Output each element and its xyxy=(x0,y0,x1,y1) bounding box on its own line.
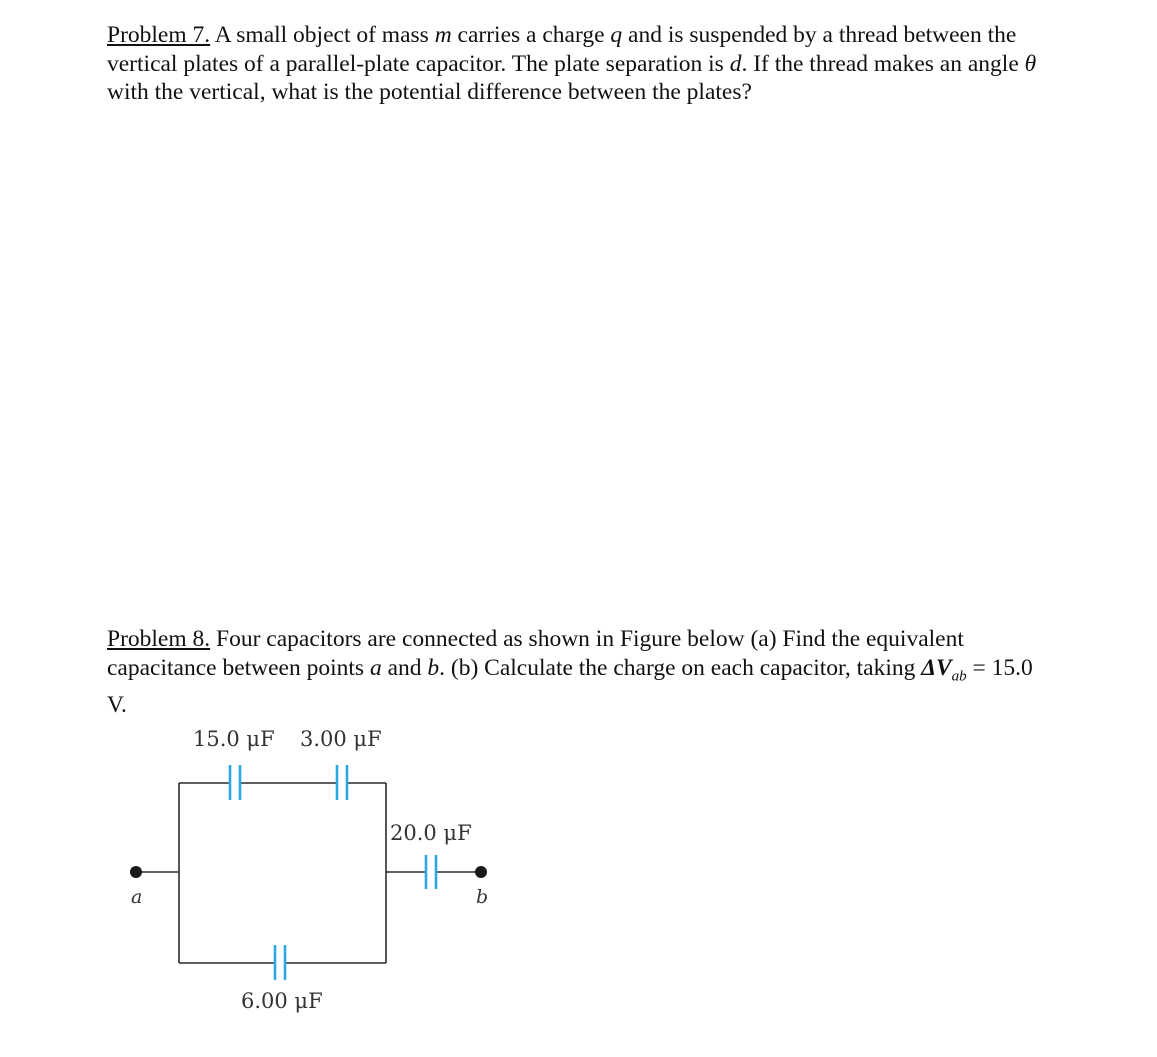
problem-7-seg: with the vertical, what is the potential difference between the plates? xyxy=(107,79,752,105)
label-20uf: 20.0 μF xyxy=(390,821,472,845)
problem-7-seg: and is suspended by a thread between the vertical plates of a parallel-plate capacitor. The plate separation is xyxy=(107,22,1017,77)
node-label-a: a xyxy=(131,886,143,908)
capacitor-20uf xyxy=(426,855,436,889)
problem-8-seg: Four capacitors are connected as shown in Figure below (a) Find the equivalent capacitance between points xyxy=(107,626,964,681)
label-3uf: 3.00 μF xyxy=(300,727,382,751)
label-6uf: 6.00 μF xyxy=(241,989,323,1013)
problem-7-label: Problem 7. xyxy=(107,22,211,48)
var-q: q xyxy=(610,22,623,48)
problem-7-seg: . If the thread makes an angle xyxy=(741,50,1025,77)
label-15uf: 15.0 μF xyxy=(193,727,275,751)
problem-7-seg: carries a charge xyxy=(451,22,611,48)
capacitor-3uf xyxy=(337,765,347,800)
var-d: d xyxy=(729,50,742,77)
subscript-ab: ab xyxy=(951,668,967,685)
problem-8-seg: . (b) Calculate the charge on each capacitor, taking xyxy=(439,654,922,681)
var-theta: θ xyxy=(1024,50,1037,77)
capacitor-6uf xyxy=(275,945,285,980)
var-b: b xyxy=(427,654,440,681)
terminal-b xyxy=(475,866,487,878)
var-m: m xyxy=(434,22,452,48)
problem-8-label: Problem 8. xyxy=(107,626,211,652)
problem-8-seg: = 15.0 V. xyxy=(107,654,1033,718)
terminal-a xyxy=(130,866,142,878)
var-a: a xyxy=(369,654,382,681)
node-label-b: b xyxy=(476,886,489,908)
capacitor-15uf xyxy=(230,765,240,800)
problem-8-seg: and xyxy=(381,654,428,681)
problem-7-seg: A small object of mass xyxy=(210,22,435,48)
delta-v: ΔV xyxy=(921,654,952,681)
circuit-wires xyxy=(136,783,481,963)
